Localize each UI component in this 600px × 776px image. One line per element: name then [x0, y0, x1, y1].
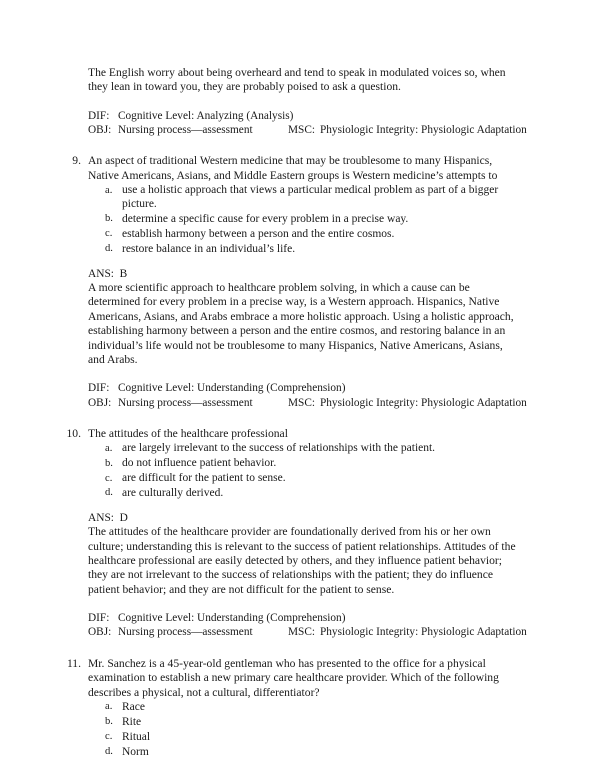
option-text: are difficult for the patient to sense.: [122, 472, 286, 485]
page-content-column: [66, 66, 527, 760]
answer-line-9: [88, 267, 520, 281]
question-number-9: 9.: [72, 154, 81, 168]
option-text: Rite: [122, 715, 142, 728]
option-letter: d.: [105, 243, 113, 255]
ans-value: B: [119, 267, 128, 280]
obj-label: OBJ:: [88, 396, 112, 409]
question-number-11: 11.: [66, 656, 81, 670]
option-text: are largely irrelevant to the success of relationships with the patient.: [122, 442, 436, 455]
option-letter: b.: [105, 213, 113, 225]
option-item[interactable]: [88, 212, 520, 227]
obj-row: [88, 625, 527, 639]
msc-label: MSC:: [288, 124, 316, 137]
option-letter: c.: [105, 472, 113, 484]
question-number-10: 10.: [66, 426, 81, 440]
option-list-10: [88, 441, 520, 501]
dif-row: [88, 611, 520, 625]
option-letter: a.: [105, 442, 113, 454]
option-item[interactable]: [88, 183, 520, 212]
option-item[interactable]: [88, 227, 520, 242]
option-text: use a holistic approach that views a particular medical problem as part of a bigger picture.: [122, 184, 499, 211]
metadata-block-9: [88, 381, 527, 409]
dif-label: DIF:: [88, 382, 110, 395]
obj-label: OBJ:: [88, 124, 112, 137]
option-letter: b.: [105, 716, 113, 728]
question-text-10: The attitudes of the healthcare professional: [88, 426, 288, 440]
option-text: do not influence patient behavior.: [122, 457, 277, 470]
dif-row: [88, 381, 520, 395]
option-list-11: [88, 700, 520, 760]
obj-value: Nursing process—assessment: [118, 124, 253, 137]
option-text: Ritual: [122, 730, 151, 743]
question-stem-row-10: [66, 426, 520, 441]
option-item[interactable]: [88, 745, 520, 760]
msc-label: MSC:: [288, 626, 316, 639]
dif-label: DIF:: [88, 612, 110, 625]
obj-row: [88, 396, 527, 410]
dif-value: Cognitive Level: Understanding (Comprehension): [118, 382, 346, 395]
option-item[interactable]: [88, 456, 520, 471]
option-letter: d.: [105, 487, 113, 499]
option-item[interactable]: [88, 486, 520, 501]
option-letter: a.: [105, 701, 113, 713]
metadata-block-10: [88, 611, 527, 639]
ans-label: ANS:: [88, 267, 114, 280]
question-stem-row-9: [72, 154, 520, 183]
metadata-block-intro: [88, 109, 527, 137]
dif-value: Cognitive Level: Understanding (Comprehension): [118, 612, 346, 625]
msc-label: MSC:: [288, 396, 316, 409]
question-block-10: [66, 426, 527, 640]
obj-row: [88, 123, 527, 137]
obj-label: OBJ:: [88, 626, 112, 639]
option-letter: b.: [105, 457, 113, 469]
question-block-9: [72, 154, 527, 410]
option-letter: d.: [105, 746, 113, 758]
msc-value: Physiologic Integrity: Physiologic Adaptation: [320, 626, 527, 639]
option-list-9: [88, 183, 520, 257]
obj-value: Nursing process—assessment: [118, 626, 253, 639]
option-text: Race: [122, 700, 145, 713]
dif-row: [88, 109, 520, 123]
ans-value: D: [119, 511, 128, 524]
option-letter: c.: [105, 731, 113, 743]
rationale-9: A more scientific approach to healthcare problem solving, in which a cause can be determined for every problem in a precise way, is a Western approach. Hispanics, Native Americans, Asians, and Arabs embrace a more holistic approach. Using a holistic approach, establishing harmony between a person and the entire cosmos, and restoring balance in an individual’s life would not be troublesome to many Hispanics, Native Americans, Asians, and Arabs.: [88, 280, 514, 366]
question-text-11: Mr. Sanchez is a 45-year-old gentleman who has presented to the office for a physical examination to establish a new primary care healthcare provider. Which of the following describes a physical, not a cultural, differentiator?: [88, 656, 499, 699]
option-item[interactable]: [88, 700, 520, 715]
option-text: establish harmony between a person and the entire cosmos.: [122, 227, 395, 240]
option-item[interactable]: [88, 715, 520, 730]
intro-paragraph: The English worry about being overheard and tend to speak in modulated voices so, when they lean in toward you, they are probably poised to ask a question.: [88, 66, 506, 94]
option-text: are culturally derived.: [122, 486, 224, 499]
question-stem-row-11: [66, 656, 520, 700]
option-item[interactable]: [88, 471, 520, 486]
option-item[interactable]: [88, 242, 520, 257]
option-text: determine a specific cause for every problem in a precise way.: [122, 212, 409, 225]
option-item[interactable]: [88, 730, 520, 745]
msc-value: Physiologic Integrity: Physiologic Adaptation: [320, 396, 527, 409]
question-block-11: [66, 656, 520, 760]
rationale-10: The attitudes of the healthcare provider are foundationally derived from his or her own culture; understanding this is relevant to the success of patient relationships. Attitudes of the healthcare professional are easily detected by others, and they influence patient behavior; they are not irrelevant to the success of relationships with the patient; they do influence patient behavior; and they are not difficult for the patient to sense.: [88, 525, 516, 596]
option-item[interactable]: [88, 441, 520, 456]
question-text-9: An aspect of traditional Western medicine that may be troublesome to many Hispanics, Native Americans, Asians, and Middle Eastern groups is Western medicine’s attempts to: [88, 154, 498, 182]
answer-line-10: [88, 511, 520, 525]
dif-label: DIF:: [88, 109, 110, 122]
dif-value: Cognitive Level: Analyzing (Analysis): [118, 109, 294, 122]
option-text: Norm: [122, 745, 149, 758]
ans-label: ANS:: [88, 511, 114, 524]
obj-value: Nursing process—assessment: [118, 396, 253, 409]
option-letter: c.: [105, 228, 113, 240]
option-text: restore balance in an individual’s life.: [122, 242, 296, 255]
option-letter: a.: [105, 184, 113, 196]
msc-value: Physiologic Integrity: Physiologic Adaptation: [320, 124, 527, 137]
